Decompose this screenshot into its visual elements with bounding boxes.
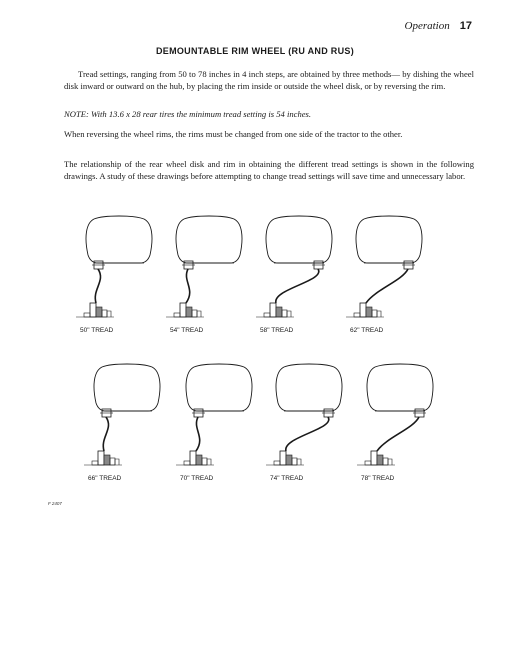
intro-paragraph: Tread settings, ranging from 50 to 78 inches in 4 inch steps, are obtained by three methods— by dishing the wheel disk inward or outward on the hub, by placing the rim inside or outside the wheel disk, or by reversing the rim. [64,69,474,91]
wheel-disk [377,417,419,451]
figure-number: F 2407 [48,501,62,506]
hub [180,303,186,317]
tread-drawing [357,364,433,482]
tread-label: 58" TREAD [260,327,294,334]
hub [280,451,286,465]
hub [98,451,104,465]
wheel-disk [103,417,108,451]
tire-outline [356,216,422,263]
tread-label: 70" TREAD [180,475,214,482]
tread-label: 74" TREAD [270,475,304,482]
tire-outline [176,216,242,263]
page-number: 17 [459,20,472,32]
tire-outline [186,364,252,411]
wheel-disk [366,269,408,303]
rim-reversal-paragraph: When reversing the wheel rims, the rims must be changed from one side of the tractor to the other. [64,129,403,139]
wheel-disk [95,269,100,303]
hub [190,451,196,465]
tread-drawing [256,216,332,334]
hub [371,451,377,465]
tread-drawing [84,364,160,482]
tread-label: 54" TREAD [170,327,204,334]
tire-outline [266,216,332,263]
tread-label: 66" TREAD [88,475,122,482]
tread-drawing [176,364,252,482]
tire-outline [367,364,433,411]
hub [270,303,276,317]
tread-drawing [166,216,242,334]
tread-drawing [266,364,342,482]
page-title: DEMOUNTABLE RIM WHEEL (RU AND RUS) [155,46,355,56]
wheel-disk [276,269,319,303]
tire-outline [94,364,160,411]
tread-label: 78" TREAD [361,475,395,482]
tread-drawing [346,216,422,334]
section-name: Operation [404,20,450,32]
wheel-disk [286,417,329,451]
hub [90,303,96,317]
tread-label: 62" TREAD [350,327,384,334]
wheel-disk [196,417,200,451]
tread-drawing [76,216,152,334]
tire-outline [86,216,152,263]
note-paragraph: NOTE: With 13.6 x 28 rear tires the minimum tread setting is 54 inches. [64,109,312,119]
wheel-disk [186,269,190,303]
hub [360,303,366,317]
tread-label: 50" TREAD [80,327,114,334]
drawings-intro-paragraph: The relationship of the rear wheel disk and rim in obtaining the different tread settings is shown in the following drawings. A study of these drawings before attempting to change tread settings will save time and unnecessary labor. [64,159,474,181]
tire-outline [276,364,342,411]
